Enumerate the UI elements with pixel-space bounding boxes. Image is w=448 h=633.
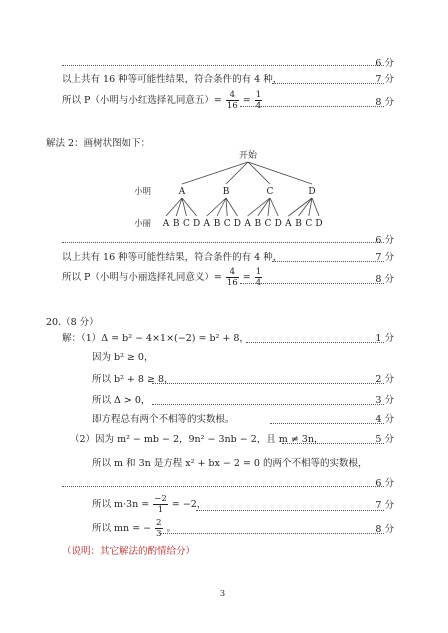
score-8: 8 分	[375, 274, 394, 285]
tree-level2-branch	[166, 198, 182, 216]
fraction-numerator: 1	[255, 267, 262, 277]
fraction-numerator: 4	[226, 90, 239, 101]
q20-step-5: 即方程总有两个不相等的实数根。	[92, 414, 235, 425]
score-5: 5 分	[375, 434, 394, 445]
tree-level2-branch	[217, 198, 226, 216]
solution2-result-line: 以上共有 16 种等可能性结果，符合条件的有 4 种，	[62, 252, 283, 263]
solution1-probability-line	[62, 90, 263, 112]
q20-step-9	[92, 518, 176, 540]
fraction-denominator: 4	[255, 101, 262, 111]
score-6: 6 分	[375, 235, 394, 246]
equals-sign: =	[242, 95, 251, 106]
fraction-1-4	[255, 267, 262, 288]
tree-level1-node: A	[178, 187, 186, 197]
equals-sign: =	[242, 272, 251, 283]
q20-step-8	[92, 494, 206, 516]
fraction-4-16	[226, 267, 239, 288]
tree-level2-branches	[166, 198, 319, 216]
tree-leaf-node: D	[274, 219, 282, 229]
dotted-leader	[282, 443, 384, 444]
tree-leaf-node: B	[213, 219, 221, 229]
tree-leaf-node: A	[162, 219, 170, 229]
dotted-leader	[240, 106, 384, 107]
fraction-denominator: 1	[157, 505, 164, 515]
tree-level1-node: C	[266, 187, 274, 197]
fraction-denominator: 3	[156, 529, 162, 539]
tree-level1-node: B	[222, 187, 230, 197]
q20-step-2: 因为 b² ≥ 0，	[92, 352, 154, 363]
dotted-leader	[240, 283, 384, 284]
tree-level2-branch	[226, 198, 227, 216]
tree-start: 开始	[238, 151, 258, 161]
solution1-result-line: 以上共有 16 种等可能性结果，符合条件的有 4 种，	[62, 74, 283, 85]
tree-leaf-node: B	[295, 219, 302, 229]
tree-leaf-node: A	[244, 219, 251, 229]
question-20-title: 20.（8 分）	[46, 317, 99, 328]
fraction-2-3	[155, 518, 162, 539]
score-7: 7 分	[375, 74, 394, 85]
tree-leaf-node: A	[285, 219, 292, 229]
score-8: 8 分	[375, 524, 394, 535]
tree-level2-branch	[248, 198, 270, 216]
tree-leaf-node: B	[172, 219, 180, 229]
tree-leaf-node: B	[254, 219, 262, 229]
q20-step-1: 解：（1）Δ = b² − 4×1×(−2) = b² + 8，	[62, 333, 249, 344]
tree-leaf-node: C	[305, 219, 313, 229]
page-number: 3	[220, 589, 226, 598]
grading-note: （说明：其它解法的酌情给分）	[62, 546, 196, 557]
score-6: 6 分	[375, 478, 394, 489]
tree-leaf-node: C	[264, 219, 272, 229]
dotted-leader	[62, 242, 384, 243]
tree-leaves	[162, 219, 323, 229]
fraction-denominator: 4	[255, 278, 262, 288]
dotted-leader	[270, 423, 384, 424]
mn-label: 所以 mn = −	[92, 523, 152, 534]
tree-level2-branch	[207, 198, 226, 216]
dotted-leader	[160, 533, 384, 534]
score-7: 7 分	[375, 500, 394, 511]
dotted-leader	[152, 383, 384, 384]
dotted-leader	[272, 261, 384, 262]
row-label-xiaoming: 小明	[134, 187, 152, 197]
product-label: 所以 m·3n =	[92, 499, 150, 510]
fraction-numerator: −2	[154, 494, 167, 504]
dotted-leader	[272, 83, 384, 84]
dotted-leader	[152, 404, 384, 405]
tree-leaf-node: D	[233, 219, 242, 229]
dotted-leader	[62, 486, 384, 487]
q20-step-4: 所以 Δ > 0，	[92, 395, 151, 406]
fraction-4-16	[226, 90, 239, 111]
tree-leaf-node: C	[182, 219, 190, 229]
probability-label: 所以 P（小明与小红选择礼同意五）=	[62, 95, 222, 106]
product-result: = −2，	[171, 499, 207, 510]
tree-leaf-node: A	[203, 219, 211, 229]
tree-level2-branch	[270, 198, 278, 216]
score-3: 3 分	[375, 395, 394, 406]
row-label-xiaoli: 小丽	[134, 219, 152, 229]
q20-step-6: （2）因为 m² − mb − 2，9n² − 3nb − 2，且 m ≠ 3n，	[70, 434, 324, 445]
score-2: 2 分	[375, 374, 394, 385]
score-8: 8 分	[375, 97, 394, 108]
score-4: 4 分	[375, 414, 394, 425]
q20-step-3: 所以 b² + 8 ≥ 8，	[92, 374, 174, 385]
dotted-leader	[196, 510, 384, 511]
tree-leaf-node: C	[223, 219, 231, 229]
fraction-numerator: 4	[226, 267, 239, 278]
fraction-1-4	[255, 90, 262, 111]
probability-label: 所以 P（小明与小丽选择礼同意义）=	[62, 272, 222, 283]
solution2-title: 解法 2：画树状图如下：	[46, 138, 151, 149]
tree-diagram	[0, 146, 448, 236]
tree-level1-node: D	[308, 187, 316, 197]
score-1: 1 分	[375, 333, 394, 344]
fraction-denominator: 16	[226, 278, 238, 288]
tree-leaf-node: D	[192, 219, 201, 229]
fraction-neg2-1	[153, 494, 168, 515]
tree-level2-branch	[312, 198, 319, 216]
fraction-numerator: 2	[156, 518, 162, 528]
score-7: 7 分	[375, 252, 394, 263]
mn-end: 。	[166, 523, 177, 534]
dotted-leader	[62, 65, 384, 66]
tree-leaf-node: D	[315, 219, 323, 229]
q20-step-7: 所以 m 和 3n 是方程 x² + bx − 2 = 0 的两个不相等的实数根，	[92, 458, 368, 469]
tree-level2-branch	[226, 198, 237, 216]
tree-level1-branches	[182, 162, 312, 184]
dotted-leader	[246, 342, 384, 343]
fraction-denominator: 16	[226, 101, 238, 111]
score-6: 6 分	[375, 58, 394, 69]
solution2-probability-line	[62, 267, 263, 289]
fraction-numerator: 1	[255, 90, 262, 100]
